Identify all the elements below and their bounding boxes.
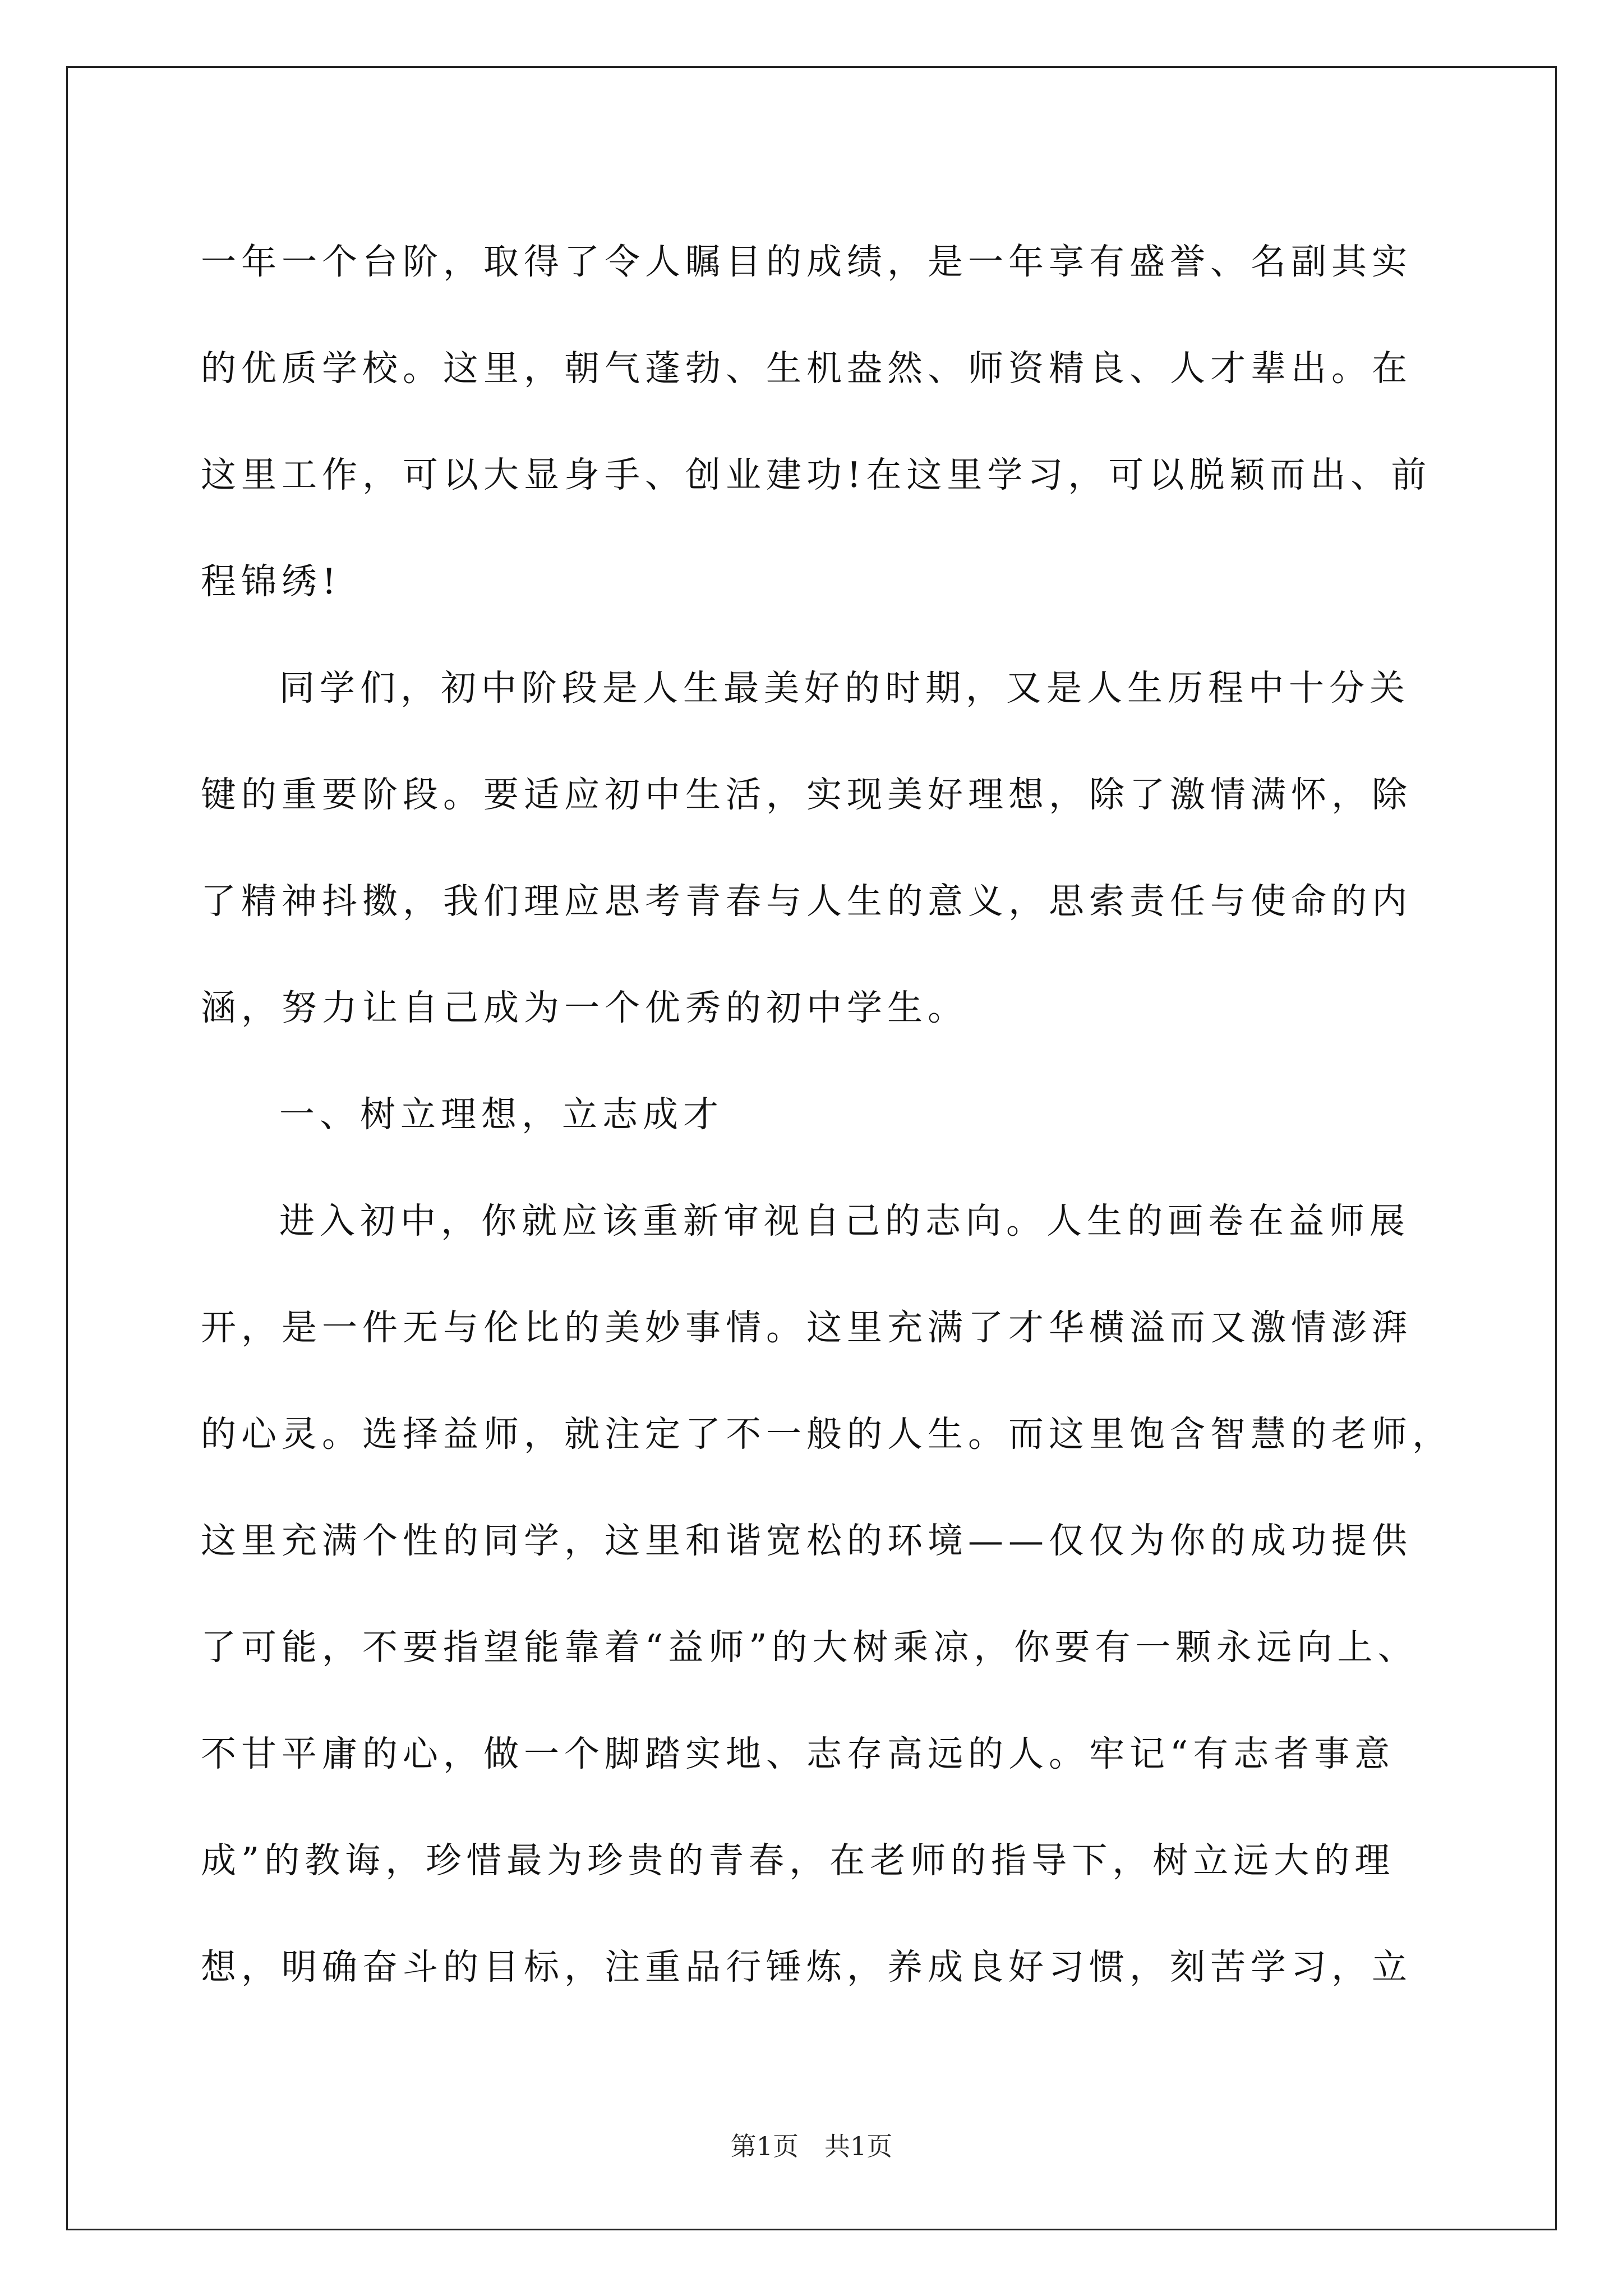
- text-line: 键的重要阶段。要适应初中生活，实现美好理想，除了激情满怀，除: [201, 774, 1412, 815]
- text-line: 程锦绣!: [201, 561, 342, 602]
- text-line: 进入初中，你就应该重新审视自己的志向。人生的画卷在益师展: [279, 1200, 1410, 1241]
- page-footer: [0, 2126, 1623, 2163]
- page-number-current: 第1页: [730, 2131, 799, 2161]
- document-body: [201, 209, 1453, 2021]
- text-line: 这里充满个性的同学，这里和谐宽松的环境——仅仅为你的成功提供: [201, 1520, 1412, 1561]
- text-line: 成”的教诲，珍惜最为珍贵的青春，在老师的指导下，树立远大的理: [201, 1840, 1395, 1881]
- text-line: 开，是一件无与伦比的美妙事情。这里充满了才华横溢而又激情澎湃: [201, 1307, 1412, 1348]
- text-line: 同学们，初中阶段是人生最美好的时期，又是人生历程中十分关: [279, 668, 1410, 708]
- text-line: 的优质学校。这里，朝气蓬勃、生机盎然、师资精良、人才辈出。在: [201, 348, 1412, 389]
- text-line: 这里工作，可以大显身手、创业建功!在这里学习，可以脱颖而出、前: [201, 454, 1432, 495]
- text-line: 一年一个台阶，取得了令人瞩目的成绩，是一年享有盛誉、名副其实: [201, 241, 1412, 282]
- text-line: 的心灵。选择益师，就注定了不一般的人生。而这里饱含智慧的老师，: [201, 1414, 1453, 1455]
- text-line: 了精神抖擞，我们理应思考青春与人生的意义，思索责任与使命的内: [201, 881, 1412, 922]
- page-number-total: 共1页: [824, 2131, 893, 2161]
- text-line: 想，明确奋斗的目标，注重品行锤炼，养成良好习惯，刻苦学习，立: [201, 1947, 1412, 1987]
- text-line: 了可能，不要指望能靠着“益师”的大树乘凉，你要有一颗永远向上、: [201, 1627, 1418, 1668]
- text-line: 涵，努力让自己成为一个优秀的初中学生。: [201, 987, 968, 1028]
- text-line: 不甘平庸的心，做一个脚踏实地、志存高远的人。牢记“有志者事意: [201, 1733, 1395, 1774]
- section-heading: 一、树立理想，立志成才: [279, 1094, 723, 1135]
